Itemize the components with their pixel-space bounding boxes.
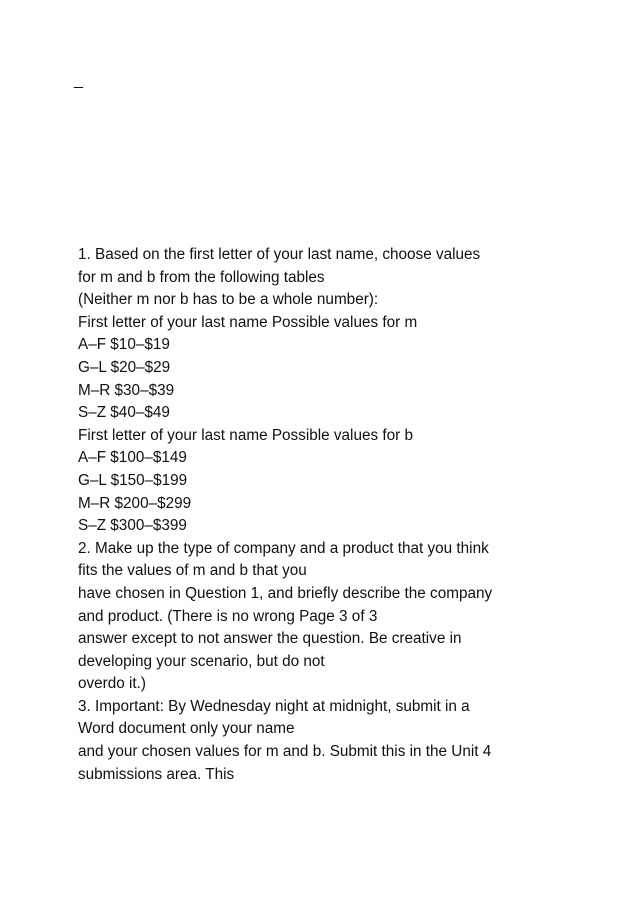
text-line: Word document only your name	[78, 720, 295, 738]
text-line: for m and b from the following tables	[78, 268, 325, 286]
text-line: M–R $200–$299	[78, 494, 192, 512]
text-line: 3. Important: By Wednesday night at midnight, submit in a	[78, 697, 470, 715]
text-line: developing your scenario, but do not	[78, 652, 325, 670]
text-line: answer except to not answer the question. Be creative in	[78, 630, 462, 648]
text-line: S–Z $40–$49	[78, 404, 170, 422]
text-line: and product. (There is no wrong Page 3 of 3	[78, 607, 378, 625]
underscore-mark: _	[74, 72, 83, 89]
text-line: S–Z $300–$399	[78, 517, 187, 535]
text-line: A–F $100–$149	[78, 449, 187, 467]
text-line: First letter of your last name Possible values for b	[78, 426, 413, 444]
text-line: submissions area. This	[78, 765, 235, 783]
document-body	[78, 244, 628, 786]
text-line: fits the values of m and b that you	[78, 562, 307, 580]
text-line: M–R $30–$39	[78, 381, 175, 399]
text-line: (Neither m nor b has to be a whole number):	[78, 291, 379, 309]
text-line: First letter of your last name Possible values for m	[78, 313, 418, 331]
text-line: A–F $10–$19	[78, 336, 170, 354]
text-line: G–L $20–$29	[78, 358, 171, 376]
text-line: have chosen in Question 1, and briefly describe the company	[78, 584, 493, 602]
text-line: and your chosen values for m and b. Submit this in the Unit 4	[78, 743, 492, 761]
text-line: 1. Based on the first letter of your last name, choose values	[78, 246, 481, 263]
text-line: G–L $150–$199	[78, 471, 188, 489]
text-line: overdo it.)	[78, 675, 147, 693]
text-line: 2. Make up the type of company and a product that you think	[78, 539, 489, 557]
